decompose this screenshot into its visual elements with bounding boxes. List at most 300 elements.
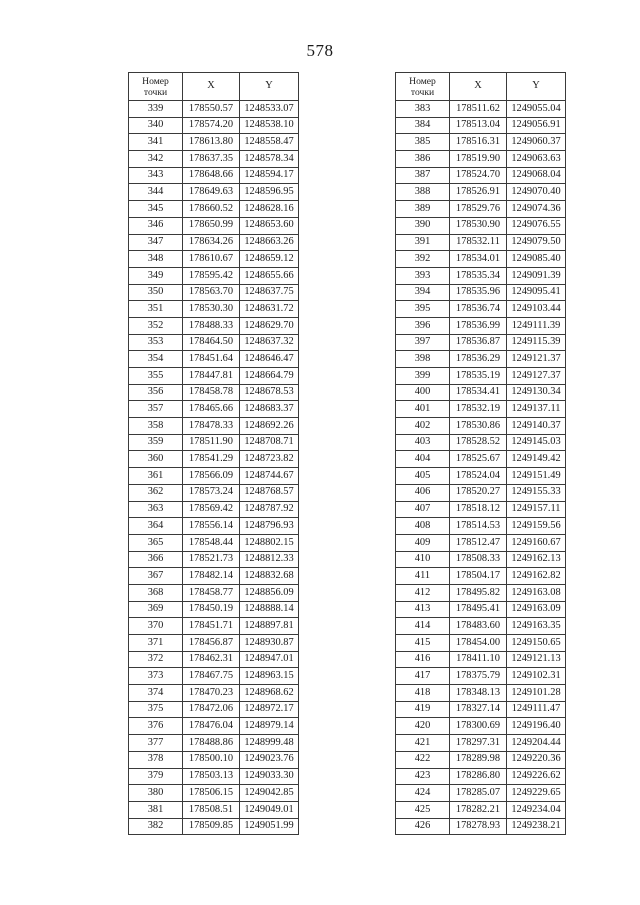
y-coordinate-cell: 1249033.30 (240, 768, 299, 785)
x-coordinate-cell: 178286.80 (450, 768, 507, 785)
table-row (129, 635, 299, 652)
x-coordinate-cell: 178348.13 (450, 685, 507, 702)
point-number-cell: 403 (396, 434, 450, 451)
point-number-cell: 394 (396, 284, 450, 301)
y-coordinate-cell: 1249204.44 (507, 735, 566, 752)
point-number-cell: 360 (129, 451, 183, 468)
table-row (129, 134, 299, 151)
point-number-cell: 419 (396, 701, 450, 718)
y-coordinate-cell: 1248655.66 (240, 267, 299, 284)
table-row (129, 551, 299, 568)
y-coordinate-cell: 1248533.07 (240, 101, 299, 118)
point-number-cell: 356 (129, 384, 183, 401)
table-row (129, 284, 299, 301)
y-coordinate-cell: 1249149.42 (507, 451, 566, 468)
point-number-cell: 398 (396, 351, 450, 368)
y-coordinate-cell: 1249157.11 (507, 501, 566, 518)
point-number-cell: 357 (129, 401, 183, 418)
point-number-cell: 425 (396, 801, 450, 818)
table-row (129, 451, 299, 468)
y-coordinate-cell: 1248692.26 (240, 418, 299, 435)
x-coordinate-cell: 178530.30 (183, 301, 240, 318)
point-number-cell: 362 (129, 484, 183, 501)
point-number-cell: 402 (396, 418, 450, 435)
x-coordinate-cell: 178462.31 (183, 651, 240, 668)
point-number-cell: 410 (396, 551, 450, 568)
x-coordinate-cell: 178451.71 (183, 618, 240, 635)
y-coordinate-cell: 1249102.31 (507, 668, 566, 685)
point-number-cell: 399 (396, 368, 450, 385)
header-point-number-line1: Номер (409, 75, 436, 87)
table-row (396, 117, 566, 134)
point-number-cell: 411 (396, 568, 450, 585)
table-row (129, 818, 299, 835)
table-row (396, 151, 566, 168)
x-coordinate-cell: 178556.14 (183, 518, 240, 535)
y-coordinate-cell: 1248999.48 (240, 735, 299, 752)
y-coordinate-cell: 1249051.99 (240, 818, 299, 835)
y-coordinate-cell: 1248897.81 (240, 618, 299, 635)
table-row (129, 651, 299, 668)
x-coordinate-cell: 178524.04 (450, 468, 507, 485)
y-coordinate-cell: 1248629.70 (240, 317, 299, 334)
point-number-cell: 413 (396, 601, 450, 618)
y-coordinate-cell: 1248787.92 (240, 501, 299, 518)
y-coordinate-cell: 1249068.04 (507, 167, 566, 184)
x-coordinate-cell: 178648.66 (183, 167, 240, 184)
x-coordinate-cell: 178534.01 (450, 251, 507, 268)
x-coordinate-cell: 178536.87 (450, 334, 507, 351)
x-coordinate-cell: 178536.74 (450, 301, 507, 318)
x-coordinate-cell: 178470.23 (183, 685, 240, 702)
y-coordinate-cell: 1249238.21 (507, 818, 566, 835)
y-coordinate-cell: 1249060.37 (507, 134, 566, 151)
y-coordinate-cell: 1248963.15 (240, 668, 299, 685)
y-coordinate-cell: 1249023.76 (240, 751, 299, 768)
x-coordinate-cell: 178574.20 (183, 117, 240, 134)
y-coordinate-cell: 1248631.72 (240, 301, 299, 318)
point-number-cell: 407 (396, 501, 450, 518)
point-number-cell: 344 (129, 184, 183, 201)
table-row (129, 251, 299, 268)
y-coordinate-cell: 1249111.47 (507, 701, 566, 718)
table-row (129, 368, 299, 385)
point-number-cell: 376 (129, 718, 183, 735)
x-coordinate-cell: 178534.41 (450, 384, 507, 401)
y-coordinate-cell: 1248968.62 (240, 685, 299, 702)
y-coordinate-cell: 1249220.36 (507, 751, 566, 768)
point-number-cell: 350 (129, 284, 183, 301)
point-number-cell: 416 (396, 651, 450, 668)
point-number-cell: 417 (396, 668, 450, 685)
x-coordinate-cell: 178541.29 (183, 451, 240, 468)
point-number-cell: 418 (396, 685, 450, 702)
x-coordinate-cell: 178476.04 (183, 718, 240, 735)
x-coordinate-cell: 178532.11 (450, 234, 507, 251)
y-coordinate-cell: 1248664.79 (240, 368, 299, 385)
table-row (396, 568, 566, 585)
y-coordinate-cell: 1249115.39 (507, 334, 566, 351)
table-row (396, 317, 566, 334)
y-coordinate-cell: 1249140.37 (507, 418, 566, 435)
y-coordinate-cell: 1249111.39 (507, 317, 566, 334)
point-number-cell: 393 (396, 267, 450, 284)
table-row (396, 718, 566, 735)
y-coordinate-cell: 1248578.34 (240, 151, 299, 168)
point-number-cell: 415 (396, 635, 450, 652)
x-coordinate-cell: 178530.90 (450, 217, 507, 234)
x-coordinate-cell: 178504.17 (450, 568, 507, 585)
y-coordinate-cell: 1248972.17 (240, 701, 299, 718)
point-number-cell: 400 (396, 384, 450, 401)
y-coordinate-cell: 1248947.01 (240, 651, 299, 668)
x-coordinate-cell: 178511.90 (183, 434, 240, 451)
x-coordinate-cell: 178458.77 (183, 584, 240, 601)
point-number-cell: 354 (129, 351, 183, 368)
header-y: Y (507, 73, 566, 101)
y-coordinate-cell: 1248646.47 (240, 351, 299, 368)
table-row (129, 351, 299, 368)
point-number-cell: 378 (129, 751, 183, 768)
y-coordinate-cell: 1249163.35 (507, 618, 566, 635)
y-coordinate-cell: 1248979.14 (240, 718, 299, 735)
y-coordinate-cell: 1249103.44 (507, 301, 566, 318)
x-coordinate-cell: 178649.63 (183, 184, 240, 201)
y-coordinate-cell: 1248663.26 (240, 234, 299, 251)
x-coordinate-cell: 178650.99 (183, 217, 240, 234)
y-coordinate-cell: 1248596.95 (240, 184, 299, 201)
page-number: 578 (306, 41, 334, 60)
table-header-row (396, 73, 566, 101)
x-coordinate-cell: 178521.73 (183, 551, 240, 568)
point-number-cell: 380 (129, 785, 183, 802)
y-coordinate-cell: 1248653.60 (240, 217, 299, 234)
point-number-cell: 424 (396, 785, 450, 802)
x-coordinate-cell: 178454.00 (450, 635, 507, 652)
x-coordinate-cell: 178472.06 (183, 701, 240, 718)
y-coordinate-cell: 1249095.41 (507, 284, 566, 301)
point-number-cell: 421 (396, 735, 450, 752)
table-row (396, 501, 566, 518)
x-coordinate-cell: 178503.13 (183, 768, 240, 785)
point-number-cell: 426 (396, 818, 450, 835)
x-coordinate-cell: 178375.79 (450, 668, 507, 685)
table-row (396, 134, 566, 151)
header-x: X (450, 73, 507, 101)
point-number-cell: 374 (129, 685, 183, 702)
point-number-cell: 382 (129, 818, 183, 835)
y-coordinate-cell: 1249163.09 (507, 601, 566, 618)
x-coordinate-cell: 178488.33 (183, 317, 240, 334)
y-coordinate-cell: 1249162.13 (507, 551, 566, 568)
y-coordinate-cell: 1249159.56 (507, 518, 566, 535)
table-row (129, 534, 299, 551)
y-coordinate-cell: 1249074.36 (507, 201, 566, 218)
y-coordinate-cell: 1248832.68 (240, 568, 299, 585)
y-coordinate-cell: 1248708.71 (240, 434, 299, 451)
table-row (396, 368, 566, 385)
point-number-cell: 351 (129, 301, 183, 318)
header-point-number-line1: Номер (142, 75, 169, 87)
y-coordinate-cell: 1248678.53 (240, 384, 299, 401)
point-number-cell: 414 (396, 618, 450, 635)
y-coordinate-cell: 1249155.33 (507, 484, 566, 501)
y-coordinate-cell: 1249042.85 (240, 785, 299, 802)
header-point-number-line2: точки (410, 86, 435, 98)
table-row (396, 635, 566, 652)
table-body-left (129, 101, 299, 835)
point-number-cell: 367 (129, 568, 183, 585)
x-coordinate-cell: 178508.33 (450, 551, 507, 568)
table-row (129, 201, 299, 218)
coordinates-table-right (395, 72, 566, 835)
table-row (129, 151, 299, 168)
table-row (396, 468, 566, 485)
x-coordinate-cell: 178282.21 (450, 801, 507, 818)
x-coordinate-cell: 178548.44 (183, 534, 240, 551)
x-coordinate-cell: 178519.90 (450, 151, 507, 168)
y-coordinate-cell: 1249063.63 (507, 151, 566, 168)
y-coordinate-cell: 1248744.67 (240, 468, 299, 485)
table-row (396, 584, 566, 601)
table-row (396, 384, 566, 401)
table-row (396, 201, 566, 218)
y-coordinate-cell: 1249079.50 (507, 234, 566, 251)
table-row (396, 751, 566, 768)
point-number-cell: 405 (396, 468, 450, 485)
point-number-cell: 387 (396, 167, 450, 184)
x-coordinate-cell: 178495.41 (450, 601, 507, 618)
point-number-cell: 386 (396, 151, 450, 168)
x-coordinate-cell: 178488.86 (183, 735, 240, 752)
table-row (129, 718, 299, 735)
table-row (396, 251, 566, 268)
table-row (396, 551, 566, 568)
y-coordinate-cell: 1249226.62 (507, 768, 566, 785)
point-number-cell: 358 (129, 418, 183, 435)
y-coordinate-cell: 1249091.39 (507, 267, 566, 284)
point-number-cell: 389 (396, 201, 450, 218)
table-row (396, 651, 566, 668)
x-coordinate-cell: 178500.10 (183, 751, 240, 768)
y-coordinate-cell: 1248594.17 (240, 167, 299, 184)
y-coordinate-cell: 1248637.32 (240, 334, 299, 351)
point-number-cell: 348 (129, 251, 183, 268)
x-coordinate-cell: 178536.29 (450, 351, 507, 368)
point-number-cell: 353 (129, 334, 183, 351)
point-number-cell: 366 (129, 551, 183, 568)
point-number-cell: 372 (129, 651, 183, 668)
table-row (396, 267, 566, 284)
point-number-cell: 346 (129, 217, 183, 234)
x-coordinate-cell: 178536.99 (450, 317, 507, 334)
y-coordinate-cell: 1249049.01 (240, 801, 299, 818)
y-coordinate-cell: 1249234.04 (507, 801, 566, 818)
x-coordinate-cell: 178297.31 (450, 735, 507, 752)
y-coordinate-cell: 1249229.65 (507, 785, 566, 802)
header-point-number (396, 73, 450, 101)
point-number-cell: 406 (396, 484, 450, 501)
point-number-cell: 369 (129, 601, 183, 618)
table-row (396, 685, 566, 702)
y-coordinate-cell: 1248888.14 (240, 601, 299, 618)
y-coordinate-cell: 1249151.49 (507, 468, 566, 485)
table-row (129, 735, 299, 752)
point-number-cell: 395 (396, 301, 450, 318)
x-coordinate-cell: 178516.31 (450, 134, 507, 151)
y-coordinate-cell: 1249137.11 (507, 401, 566, 418)
y-coordinate-cell: 1248812.33 (240, 551, 299, 568)
point-number-cell: 390 (396, 217, 450, 234)
x-coordinate-cell: 178530.86 (450, 418, 507, 435)
y-coordinate-cell: 1249163.08 (507, 584, 566, 601)
y-coordinate-cell: 1248802.15 (240, 534, 299, 551)
x-coordinate-cell: 178569.42 (183, 501, 240, 518)
x-coordinate-cell: 178634.26 (183, 234, 240, 251)
y-coordinate-cell: 1249160.67 (507, 534, 566, 551)
y-coordinate-cell: 1248683.37 (240, 401, 299, 418)
table-row (396, 101, 566, 118)
table-row (396, 484, 566, 501)
x-coordinate-cell: 178450.19 (183, 601, 240, 618)
x-coordinate-cell: 178509.85 (183, 818, 240, 835)
x-coordinate-cell: 178610.67 (183, 251, 240, 268)
point-number-cell: 345 (129, 201, 183, 218)
x-coordinate-cell: 178563.70 (183, 284, 240, 301)
table-row (129, 484, 299, 501)
x-coordinate-cell: 178613.80 (183, 134, 240, 151)
x-coordinate-cell: 178518.12 (450, 501, 507, 518)
x-coordinate-cell: 178482.14 (183, 568, 240, 585)
table-row (396, 167, 566, 184)
point-number-cell: 392 (396, 251, 450, 268)
x-coordinate-cell: 178535.96 (450, 284, 507, 301)
y-coordinate-cell: 1249121.37 (507, 351, 566, 368)
table-row (129, 801, 299, 818)
table-row (396, 735, 566, 752)
x-coordinate-cell: 178525.67 (450, 451, 507, 468)
table-row (129, 301, 299, 318)
table-row (129, 568, 299, 585)
x-coordinate-cell: 178573.24 (183, 484, 240, 501)
y-coordinate-cell: 1249150.65 (507, 635, 566, 652)
x-coordinate-cell: 178278.93 (450, 818, 507, 835)
header-y: Y (240, 73, 299, 101)
y-coordinate-cell: 1249056.91 (507, 117, 566, 134)
x-coordinate-cell: 178483.60 (450, 618, 507, 635)
y-coordinate-cell: 1249145.03 (507, 434, 566, 451)
table-row (396, 618, 566, 635)
header-x: X (183, 73, 240, 101)
x-coordinate-cell: 178506.15 (183, 785, 240, 802)
table-row (129, 384, 299, 401)
x-coordinate-cell: 178660.52 (183, 201, 240, 218)
table-row (129, 101, 299, 118)
table-row (396, 434, 566, 451)
x-coordinate-cell: 178528.52 (450, 434, 507, 451)
table-row (129, 401, 299, 418)
y-coordinate-cell: 1249121.13 (507, 651, 566, 668)
point-number-cell: 355 (129, 368, 183, 385)
y-coordinate-cell: 1249101.28 (507, 685, 566, 702)
x-coordinate-cell: 178300.69 (450, 718, 507, 735)
point-number-cell: 377 (129, 735, 183, 752)
point-number-cell: 340 (129, 117, 183, 134)
table-row (129, 217, 299, 234)
y-coordinate-cell: 1248856.09 (240, 584, 299, 601)
point-number-cell: 383 (396, 101, 450, 118)
y-coordinate-cell: 1248796.93 (240, 518, 299, 535)
point-number-cell: 361 (129, 468, 183, 485)
header-point-number-line2: точки (143, 86, 168, 98)
point-number-cell: 347 (129, 234, 183, 251)
y-coordinate-cell: 1248659.12 (240, 251, 299, 268)
table-row (129, 584, 299, 601)
x-coordinate-cell: 178513.04 (450, 117, 507, 134)
table-row (129, 601, 299, 618)
table-row (129, 317, 299, 334)
point-number-cell: 343 (129, 167, 183, 184)
point-number-cell: 359 (129, 434, 183, 451)
point-number-cell: 388 (396, 184, 450, 201)
table-row (129, 167, 299, 184)
point-number-cell: 352 (129, 317, 183, 334)
y-coordinate-cell: 1248930.87 (240, 635, 299, 652)
point-number-cell: 368 (129, 584, 183, 601)
table-row (129, 234, 299, 251)
x-coordinate-cell: 178289.98 (450, 751, 507, 768)
x-coordinate-cell: 178520.27 (450, 484, 507, 501)
y-coordinate-cell: 1249130.34 (507, 384, 566, 401)
point-number-cell: 385 (396, 134, 450, 151)
x-coordinate-cell: 178495.82 (450, 584, 507, 601)
point-number-cell: 379 (129, 768, 183, 785)
x-coordinate-cell: 178637.35 (183, 151, 240, 168)
table-row (396, 351, 566, 368)
x-coordinate-cell: 178327.14 (450, 701, 507, 718)
x-coordinate-cell: 178465.66 (183, 401, 240, 418)
table-row (396, 785, 566, 802)
coordinates-table-left (128, 72, 299, 835)
y-coordinate-cell: 1248637.75 (240, 284, 299, 301)
x-coordinate-cell: 178464.50 (183, 334, 240, 351)
table-row (396, 801, 566, 818)
table-row (129, 785, 299, 802)
table-row (129, 685, 299, 702)
y-coordinate-cell: 1249085.40 (507, 251, 566, 268)
y-coordinate-cell: 1249196.40 (507, 718, 566, 735)
table-row (396, 818, 566, 835)
table-row (396, 534, 566, 551)
table-row (129, 434, 299, 451)
point-number-cell: 404 (396, 451, 450, 468)
y-coordinate-cell: 1248768.57 (240, 484, 299, 501)
table-row (129, 768, 299, 785)
table-row (129, 418, 299, 435)
table-row (129, 184, 299, 201)
table-row (396, 301, 566, 318)
point-number-cell: 397 (396, 334, 450, 351)
x-coordinate-cell: 178514.53 (450, 518, 507, 535)
table-row (396, 701, 566, 718)
table-row (129, 468, 299, 485)
x-coordinate-cell: 178478.33 (183, 418, 240, 435)
table-row (396, 234, 566, 251)
point-number-cell: 375 (129, 701, 183, 718)
table-row (129, 618, 299, 635)
point-number-cell: 396 (396, 317, 450, 334)
x-coordinate-cell: 178508.51 (183, 801, 240, 818)
